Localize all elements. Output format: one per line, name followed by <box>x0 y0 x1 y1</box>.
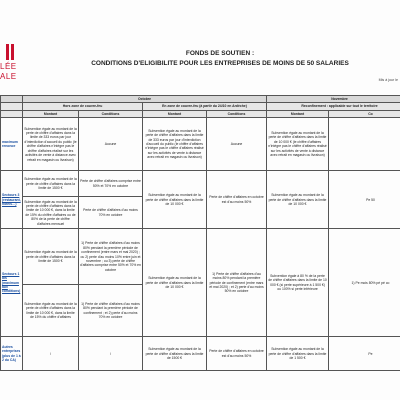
table-cell: 1) Perte de chiffre d'affaires d'au moins 80% pendant la première période de confinement ; et 2) perte d'au moins 70% en octobre <box>79 285 143 337</box>
logo-text: LÉE <box>0 62 17 71</box>
table-cell: Subvention égale au montant de la perte de chiffre d'affaires dans la limite de 1 500 € <box>267 337 329 371</box>
table-cell: Subvention égale au montant de la perte de chiffre d'affaires dans la limite de 1500 € <box>143 337 207 371</box>
corner-cell <box>1 103 23 110</box>
table-cell: / <box>79 337 143 371</box>
table-cell: Subvention égale au montant de la perte de chiffre d'affaires dans la limite de 10 000 € (le chiffre d'affaires n'intègre pas le chiffre d'affaires réalisé sur les activités de vente à distance avec retrait en magasin ou livraison) <box>267 118 329 171</box>
table-row <box>1 171 400 197</box>
table-cell: 1) Pe mois 80% pé pé co <box>329 229 400 337</box>
column-header: Conditions <box>79 110 143 117</box>
table-cell: Subvention égale au montant de la perte de chiffre d'affaires dans la limite de 1500 € <box>23 171 79 197</box>
table-cell: 1) Perte de chiffre d'affaires d'au moins 80% pendant la première période de confinement (entre mars et mai 2020) ; et 2) perte d'au moins 50% en octobre <box>207 229 267 337</box>
table-cell: Subvention égale au montant de la perte de chiffre d'affaires dans la limite de 333 euros par jour d'interdiction d'accueil du public (le chiffre d'affaires n'intègre pas le chiffre d'affaires réalisé sur les activités de vente à distance avec retrait en magasin ou livraison) <box>23 118 79 171</box>
table-cell: Subvention égale au montant de la perte de chiffre d'affaires dans la limite de 10 000 € <box>143 229 207 337</box>
group-header-november: Novembre <box>267 96 400 103</box>
table-cell: Subvention égale au montant de la perte de chiffre d'affaires dans la limite de 10 000 €, dans la limite de 15% du chiffre d'affaires ou de 80% de la perte de chiffre d'affaires mensuel <box>23 197 79 229</box>
table-row <box>1 337 400 371</box>
table-cell: Aucune <box>79 118 143 171</box>
table-cell: 1) Perte de chiffre d'affaires d'au moins 80% pendant la première période de confinement (entre mars et mai 2020) ; ou 2) perte d'au moins 10% entre juin et novembre ; ou 3) perte de chiffre d'affaires comprise entre 50% et 70% en octobre <box>79 229 143 285</box>
table-cell: Perte de chiffre d'affaires d'au moins 70% en octobre <box>79 197 143 229</box>
logo-text: ALE <box>0 72 17 81</box>
table-cell: Subvention égale au montant de la perte de chiffre d'affaires dans la limite de 1500 € <box>23 229 79 285</box>
group-header-october: Octobre <box>23 96 267 103</box>
table-row <box>1 229 400 285</box>
table-cell: Perte de chiffre d'affaires comprise entre 50% et 70% en octobre <box>79 171 143 197</box>
logo-mark <box>11 44 14 60</box>
table-cell: Perte de chiffre d'affaires en octobre est d'au moins 50% <box>207 171 267 229</box>
title-line-2: CONDITIONS D'ELIGIBILITE POUR LES ENTREPRISES DE MOINS DE 50 SALARIES <box>91 60 349 67</box>
table-cell: Subvention égale au montant de la perte de chiffre d'affaires dans la limite de 10 000 € <box>143 171 207 229</box>
subgroup-hors-zone: Hors zone de couvre-feu <box>23 103 143 110</box>
column-header: Co <box>329 110 400 117</box>
table-cell: Subvention égale à 80 % de la perte de chiffre d'affaires dans la limite de 10 000 € (si perte supérieure à 1 500 €) ou 100% si perte inférieure <box>267 229 329 337</box>
logo <box>0 44 22 88</box>
table-cell: Pe 50 <box>329 171 400 229</box>
table-cell: Subvention égale au montant de la perte de chiffre d'affaires dans la limite de 10 000 € <box>267 171 329 229</box>
title-line-1: FONDS DE SOUTIEN : <box>185 50 255 57</box>
row-header: Autres entreprises (plus de 1 à 2 du CA) <box>1 337 23 371</box>
table-cell <box>329 118 400 171</box>
row-header[interactable]: Sectours 3 (restaurant, hôtels…) <box>1 171 23 229</box>
column-header: Conditions <box>207 110 267 117</box>
page-title <box>40 50 400 67</box>
table-cell: Subvention égale au montant de la perte de chiffre d'affaires dans la limite de 333 euros par jour d'interdiction d'accueil du public (le chiffre d'affaires n'intègre pas le chiffre d'affaires réalisé sur les activités de vente à distance avec retrait en magasin ou livraison) <box>143 118 207 171</box>
column-header: Montant <box>267 110 329 117</box>
table-cell: Pe <box>329 337 400 371</box>
eligibility-table <box>0 95 400 371</box>
table-cell: Perte de chiffre d'affaires en octobre est d'au moins 50% <box>207 337 267 371</box>
row-header[interactable]: Sectours 1 bis (maximum aux conditions) <box>1 229 23 337</box>
subgroup-reconfinement: Reconfinement : applicable sur tout le territoire <box>267 103 400 110</box>
table-row <box>1 118 400 171</box>
logo-mark <box>6 44 9 60</box>
subgroup-couvre-feu: En zone de couvre-feu (à partir du 24/10 en Ardèche) <box>143 103 267 110</box>
column-header: Montant <box>143 110 207 117</box>
table-cell: Subvention égale au montant de la perte de chiffre d'affaires dans la limite de 10 000 €, dans la limite de 15% du chiffre d'affaires <box>23 285 79 337</box>
table-cell: / <box>23 337 79 371</box>
updated-note: Mis à jour le <box>378 78 398 82</box>
column-header: Montant <box>23 110 79 117</box>
corner-cell <box>1 110 23 117</box>
corner-cell <box>1 96 23 103</box>
table-cell: Aucune <box>207 118 267 171</box>
row-header: maximum renonoe <box>1 118 23 171</box>
